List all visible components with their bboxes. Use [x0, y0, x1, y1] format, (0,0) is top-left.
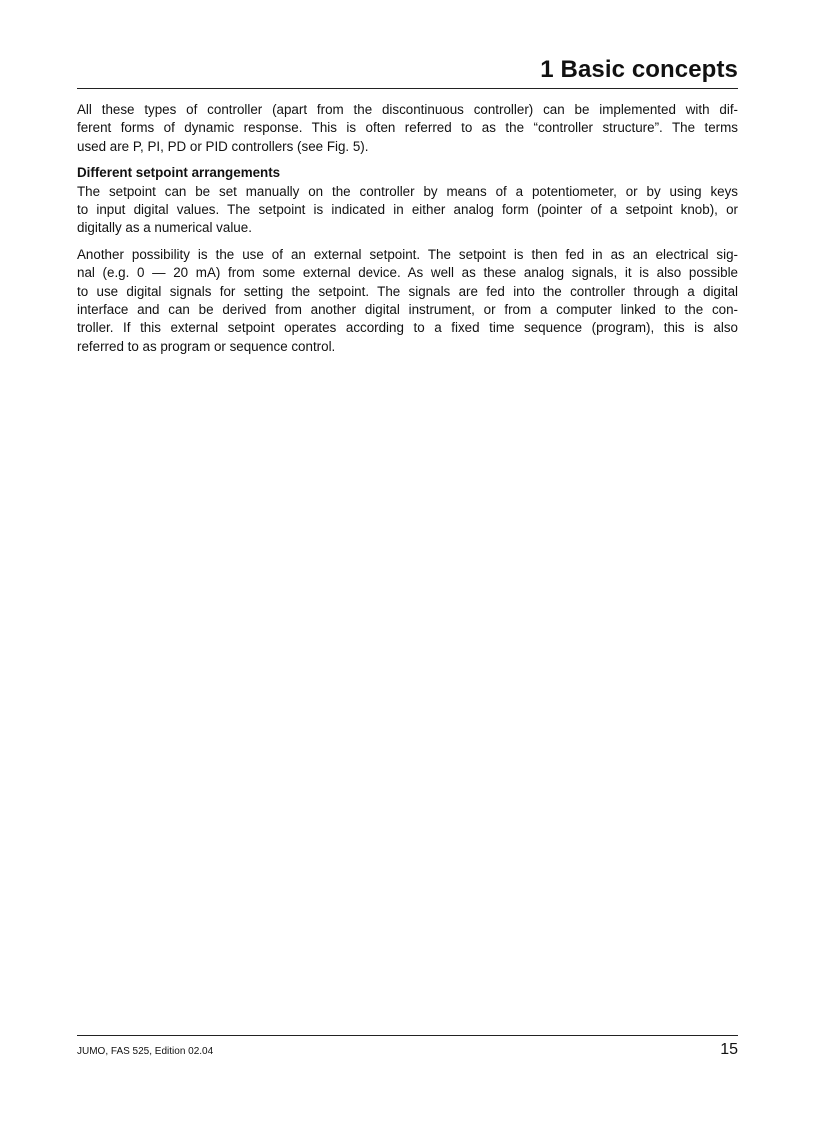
- text-line: Another possibility is the use of an external setpoint. The setpoint is then fed in as an electrical sig-: [77, 246, 738, 262]
- text-line: to use digital signals for setting the setpoint. The signals are fed into the controller through a digital: [77, 283, 738, 299]
- paragraph-manual-setpoint: [77, 183, 738, 238]
- chapter-title: 1 Basic concepts: [540, 56, 738, 83]
- page-number: 15: [720, 1041, 738, 1058]
- text-line: nal (e.g. 0 — 20 mA) from some external device. As well as these analog signals, it is also possible: [77, 265, 738, 281]
- paragraph-external-setpoint: [77, 246, 738, 356]
- text-line: All these types of controller (apart from the discontinuous controller) can be implemented with dif-: [77, 102, 738, 117]
- text-line: troller. If this external setpoint operates according to a fixed time sequence (program), this is also: [77, 320, 738, 336]
- section-heading-setpoint-arrangements: Different setpoint arrangements: [77, 165, 281, 181]
- text-line: used are P, PI, PD or PID controllers (see Fig. 5).: [77, 138, 369, 154]
- text-line: referred to as program or sequence control.: [77, 338, 336, 354]
- paragraph-controller-structure: [77, 101, 738, 156]
- text-line: to input digital values. The setpoint is indicated in either analog form (pointer of a setpoint knob), or: [77, 202, 738, 218]
- text-line: interface and can be derived from another digital instrument, or from a computer linked to the con-: [77, 302, 738, 318]
- text-line: digitally as a numerical value.: [77, 220, 252, 236]
- page-header: [77, 56, 738, 89]
- page-footer: [77, 1035, 738, 1066]
- text-line: The setpoint can be set manually on the controller by means of a potentiometer, or by using keys: [77, 183, 738, 199]
- text-line: ferent forms of dynamic response. This is often referred to as the “controller structure”. The terms: [77, 120, 738, 136]
- page-content: [77, 101, 738, 356]
- footer-document-info: JUMO, FAS 525, Edition 02.04: [77, 1046, 214, 1057]
